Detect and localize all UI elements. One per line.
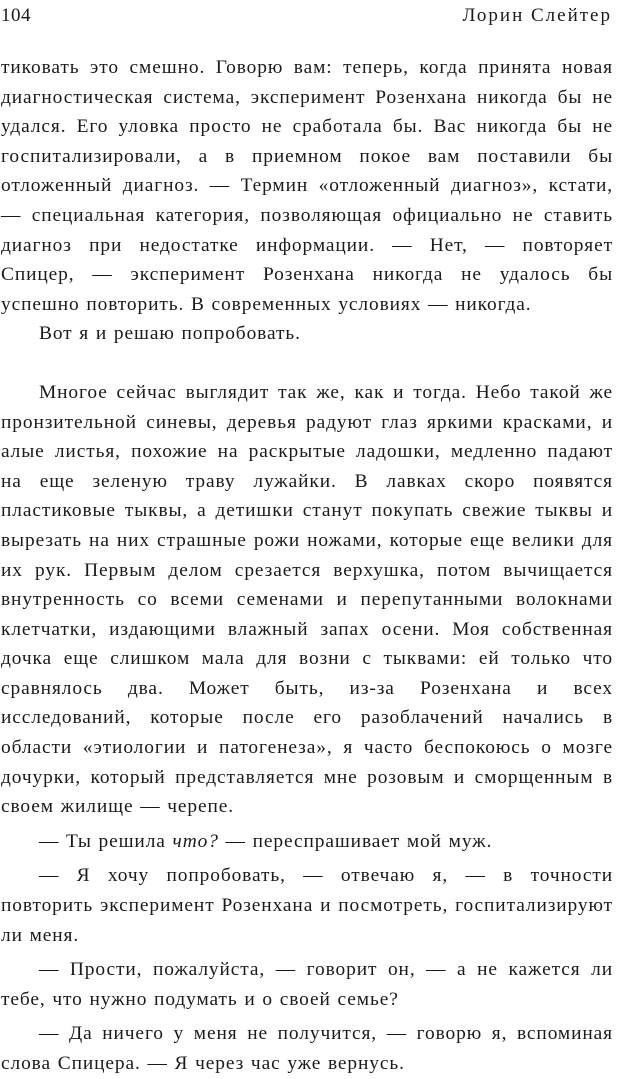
running-head-author: Лорин Слейтер	[462, 5, 612, 26]
paragraph-decision: Вот я и решаю попробовать.	[39, 323, 301, 345]
page-number: 104	[1, 5, 31, 26]
italic-emphasis: что?	[172, 830, 219, 852]
dialogue-husband-question	[1, 827, 613, 857]
dialogue-text: — Ты решила	[39, 830, 173, 852]
dialogue-answer: — Я хочу попробовать, — отвечаю я, — в точности повторить эксперимент Розенхана и посмотреть, госпитализируют ли меня.	[1, 865, 613, 946]
running-head	[0, 4, 612, 28]
dialogue-text: — переспрашивает мой муж.	[218, 830, 493, 852]
dialogue-reply: — Да ничего у меня не получится, — говорю я, вспоминая слова Спицера. — Я через час уже вернусь.	[1, 1023, 613, 1074]
body-text	[1, 53, 613, 1079]
paragraph-continued: тиковать это смешно. Говорю вам: теперь, когда принята новая диагностическая система, эксперимент Розенхана никогда бы не удался. Его уловка просто не сработала бы. Вас никогда бы не госпитализировали, а в приемном покое вам поставили бы отложенный диагноз. — Термин «отложенный диагноз», кстати, — специальная категория, позволяющая официально не ставить диагноз при недостатке информации. — Нет, — повторяет Спицер, — эксперимент Розенхана никогда не удалось бы успешно повторить. В современных условиях — никогда.	[1, 57, 613, 315]
paragraph-autumn: Многое сейчас выглядит так же, как и тогда. Небо такой же пронзительной синевы, деревья радуют глаз яркими красками, и алые листья, похожие на раскрытые ладошки, медленно падают на еще зеленую траву лужайки. В лавках скоро появятся пластиковые тыквы, а детишки станут покупать свежие тыквы и вырезать на них страшные рожи ножами, которые еще велики для их рук. Первым делом срезается верхушка, потом вычищается внутренность со всеми семенами и перепутанными волокнами клетчатки, издающими влажный запах осени. Моя собственная дочка еще слишком мала для возни с тыквами: ей только что сравнялось два. Может быть, из-за Розенхана и всех исследований, которые после его разоблачений начались в области «этиологии и патогенеза», я часто беспокоюсь о мозге дочурки, который представляется мне розовым и сморщенным в своем жилище — черепе.	[1, 381, 613, 818]
dialogue-husband-family: — Прости, пожалуйста, — говорит он, — а не кажется ли тебе, что нужно подумать и о своей семье?	[1, 959, 613, 1010]
